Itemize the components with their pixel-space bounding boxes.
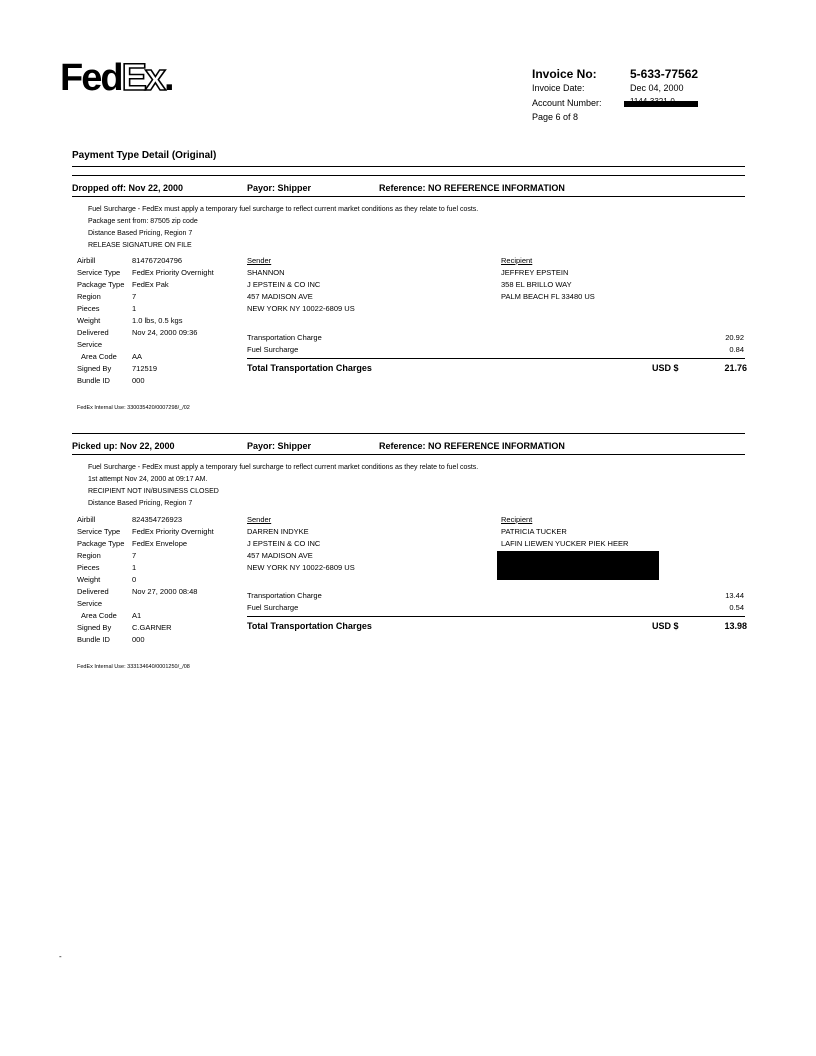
logo-ex: Ex bbox=[121, 57, 165, 99]
internal-use: FedEx Internal Use: 333134640/0001250/_/08 bbox=[77, 664, 190, 670]
value-delivered: Nov 24, 2000 09:36 bbox=[132, 328, 198, 337]
recipient-block bbox=[501, 514, 628, 550]
label-airbill: Airbill bbox=[77, 256, 96, 265]
sender-block bbox=[247, 255, 355, 315]
sender-line: NEW YORK NY 10022-6809 US bbox=[247, 304, 355, 313]
transportation-charge-label: Transportation Charge bbox=[247, 333, 322, 342]
label-service-type: Service Type bbox=[77, 527, 121, 536]
label-pieces: Pieces bbox=[77, 563, 100, 572]
label-signed-by: Signed By bbox=[77, 623, 112, 632]
shipment-notes bbox=[88, 204, 478, 252]
value-airbill: 814767204796 bbox=[132, 256, 183, 265]
label-area-code: Area Code bbox=[81, 352, 117, 361]
sender-line: SHANNON bbox=[247, 268, 285, 277]
detail-values bbox=[132, 255, 214, 387]
value-pieces: 1 bbox=[132, 563, 137, 572]
transportation-charge-label: Transportation Charge bbox=[247, 591, 322, 600]
value-signed-by: 712519 bbox=[132, 364, 158, 373]
invoice-date-value: Dec 04, 2000 bbox=[630, 83, 684, 93]
label-region: Region bbox=[77, 292, 101, 301]
value-region: 7 bbox=[132, 551, 137, 560]
fedex-logo bbox=[60, 58, 173, 98]
label-area-code: Area Code bbox=[81, 611, 117, 620]
total-charges-label: Total Transportation Charges bbox=[247, 621, 372, 631]
label-delivered: Delivered bbox=[77, 587, 109, 596]
transportation-charge-value: 20.92 bbox=[725, 333, 744, 342]
sender-line: 457 MADISON AVE bbox=[247, 292, 313, 301]
reference: Reference: NO REFERENCE INFORMATION bbox=[379, 441, 565, 451]
label-weight: Weight bbox=[77, 575, 101, 584]
recipient-line: PALM BEACH FL 33480 US bbox=[501, 292, 595, 301]
bottom-mark: - bbox=[59, 952, 62, 961]
invoice-no-value: 5-633-77562 bbox=[630, 67, 699, 81]
note-line: Fuel Surcharge - FedEx must apply a temporary fuel surcharge to reflect current market conditions as they relate to fuel costs. bbox=[88, 206, 479, 213]
label-weight: Weight bbox=[77, 316, 101, 325]
value-service bbox=[132, 339, 214, 351]
value-package-type: FedEx Pak bbox=[132, 280, 169, 289]
sender-line: J EPSTEIN & CO INC bbox=[247, 539, 321, 548]
value-pieces: 1 bbox=[132, 304, 137, 313]
total-charges-label: Total Transportation Charges bbox=[247, 363, 372, 373]
note-line: Distance Based Pricing, Region 7 bbox=[88, 230, 193, 237]
account-redaction bbox=[624, 101, 698, 107]
sender-line: NEW YORK NY 10022-6809 US bbox=[247, 563, 355, 572]
sender-line: DARREN INDYKE bbox=[247, 527, 309, 536]
value-service-type: FedEx Priority Overnight bbox=[132, 268, 214, 277]
page-number: Page 6 of 8 bbox=[532, 112, 579, 122]
total-charges-value: 21.76 bbox=[724, 363, 747, 373]
currency: USD $ bbox=[652, 621, 679, 631]
label-service-type: Service Type bbox=[77, 268, 121, 277]
logo-dot: . bbox=[164, 57, 173, 99]
divider bbox=[72, 433, 745, 434]
shipment-date: Picked up: Nov 22, 2000 bbox=[72, 441, 175, 451]
label-region: Region bbox=[77, 551, 101, 560]
label-bundle-id: Bundle ID bbox=[77, 376, 110, 385]
divider bbox=[247, 616, 745, 617]
value-delivered: Nov 27, 2000 08:48 bbox=[132, 587, 198, 596]
divider bbox=[247, 358, 745, 359]
divider bbox=[72, 166, 745, 167]
invoice-no-label: Invoice No: bbox=[532, 67, 597, 81]
label-service: Service bbox=[77, 340, 103, 349]
value-area-code: A1 bbox=[132, 611, 142, 620]
recipient-line: PATRICIA TUCKER bbox=[501, 527, 567, 536]
divider bbox=[72, 454, 745, 455]
logo-fed: Fed bbox=[60, 57, 122, 99]
note-line: RECIPIENT NOT IN/BUSINESS CLOSED bbox=[88, 488, 219, 495]
value-bundle-id: 000 bbox=[132, 635, 145, 644]
total-charges-value: 13.98 bbox=[724, 621, 747, 631]
sender-line: 457 MADISON AVE bbox=[247, 551, 313, 560]
internal-use: FedEx Internal Use: 330035420/0007298/_/02 bbox=[77, 405, 190, 411]
label-package-type: Package Type bbox=[77, 539, 125, 548]
value-weight: 1.0 lbs, 0.5 kgs bbox=[132, 316, 183, 325]
recipient-line: LAFIN LIEWEN YUCKER PIEK HEER bbox=[501, 539, 629, 548]
reference: Reference: NO REFERENCE INFORMATION bbox=[379, 183, 565, 193]
sender-heading: Sender bbox=[247, 256, 272, 265]
sender-block bbox=[247, 514, 355, 574]
fuel-surcharge-label: Fuel Surcharge bbox=[247, 345, 299, 354]
recipient-block bbox=[501, 255, 595, 303]
sender-heading: Sender bbox=[247, 515, 272, 524]
divider bbox=[72, 196, 745, 197]
fuel-surcharge-value: 0.54 bbox=[729, 603, 744, 612]
label-service: Service bbox=[77, 599, 103, 608]
note-line: RELEASE SIGNATURE ON FILE bbox=[88, 242, 192, 249]
note-line: Distance Based Pricing, Region 7 bbox=[88, 500, 193, 507]
recipient-heading: Recipient bbox=[501, 256, 533, 265]
note-line: Package sent from: 87505 zip code bbox=[88, 218, 198, 225]
note-line: 1st attempt Nov 24, 2000 at 09:17 AM. bbox=[88, 476, 208, 483]
label-bundle-id: Bundle ID bbox=[77, 635, 110, 644]
detail-values bbox=[132, 514, 214, 646]
value-bundle-id: 000 bbox=[132, 376, 145, 385]
detail-labels bbox=[77, 255, 124, 387]
transportation-charge-value: 13.44 bbox=[725, 591, 744, 600]
label-package-type: Package Type bbox=[77, 280, 125, 289]
value-area-code: AA bbox=[132, 352, 143, 361]
account-number-label: Account Number: bbox=[532, 98, 602, 108]
recipient-address-redaction bbox=[497, 551, 659, 580]
value-region: 7 bbox=[132, 292, 137, 301]
value-airbill: 824354726923 bbox=[132, 515, 183, 524]
recipient-line: 358 EL BRILLO WAY bbox=[501, 280, 572, 289]
recipient-line: JEFFREY EPSTEIN bbox=[501, 268, 569, 277]
sender-line: J EPSTEIN & CO INC bbox=[247, 280, 321, 289]
value-service-type: FedEx Priority Overnight bbox=[132, 527, 214, 536]
value-package-type: FedEx Envelope bbox=[132, 539, 188, 548]
value-weight: 0 bbox=[132, 575, 137, 584]
label-pieces: Pieces bbox=[77, 304, 100, 313]
payor: Payor: Shipper bbox=[247, 441, 312, 451]
value-signed-by: C.GARNER bbox=[132, 623, 172, 632]
fuel-surcharge-label: Fuel Surcharge bbox=[247, 603, 299, 612]
value-service bbox=[132, 598, 214, 610]
payor: Payor: Shipper bbox=[247, 183, 312, 193]
fuel-surcharge-value: 0.84 bbox=[729, 345, 744, 354]
recipient-heading: Recipient bbox=[501, 515, 533, 524]
shipment-notes bbox=[88, 462, 478, 510]
section-title: Payment Type Detail (Original) bbox=[72, 150, 217, 161]
note-line: Fuel Surcharge - FedEx must apply a temporary fuel surcharge to reflect current market conditions as they relate to fuel costs. bbox=[88, 464, 479, 471]
label-airbill: Airbill bbox=[77, 515, 96, 524]
invoice-date-label: Invoice Date: bbox=[532, 83, 585, 93]
label-delivered: Delivered bbox=[77, 328, 109, 337]
currency: USD $ bbox=[652, 363, 679, 373]
detail-labels bbox=[77, 514, 124, 646]
label-signed-by: Signed By bbox=[77, 364, 112, 373]
divider bbox=[72, 175, 745, 176]
shipment-date: Dropped off: Nov 22, 2000 bbox=[72, 183, 184, 193]
